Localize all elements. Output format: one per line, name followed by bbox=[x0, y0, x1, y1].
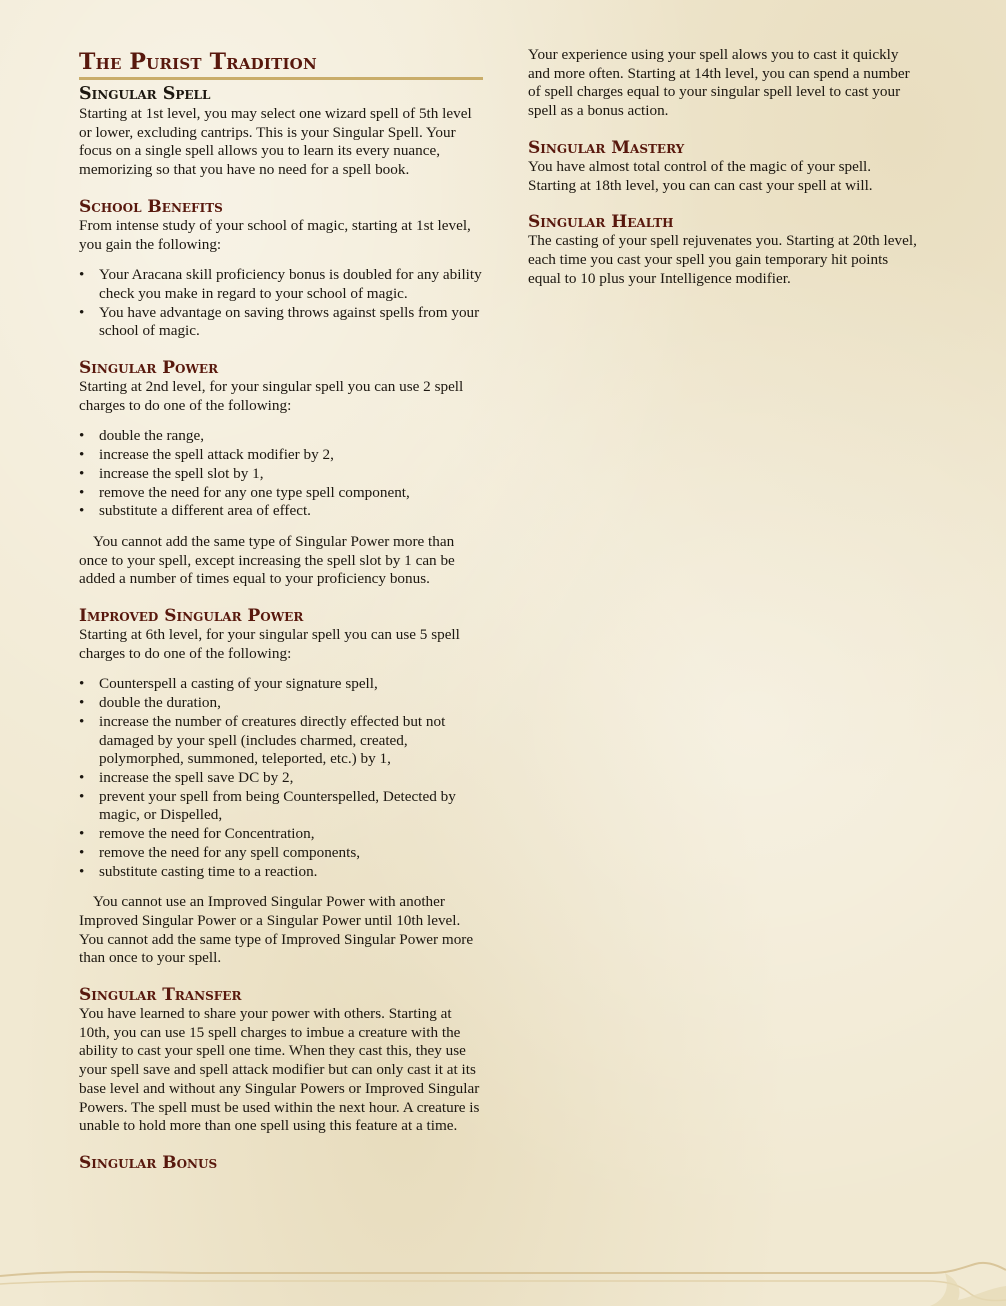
singular-spell-text: Starting at 1st level, you may select one wizard spell of 5th level or lower, excluding cantrips. This is your Singular Spell. Your focus on a single spell allows you to learn its every nuance, memorizing so that you have no need for a spell book. bbox=[79, 105, 472, 179]
singular-transfer-heading: Singular Transfer bbox=[79, 985, 242, 1006]
school-benefits-heading: School Benefits bbox=[79, 196, 223, 217]
singular-health-heading: Singular Health bbox=[528, 212, 674, 233]
footer-line bbox=[0, 1263, 1006, 1276]
list-item: • substitute a different area of effect. bbox=[99, 502, 483, 521]
improved-singular-power-after: You cannot use an Improved Singular Power with another Improved Singular Power or a Singular Power until 10th level. You cannot add the same type of Improved Singular Power more than once to your spell. bbox=[79, 893, 474, 967]
footer-corner-flourish bbox=[930, 1273, 1006, 1306]
list-item: • Counterspell a casting of your signature spell, bbox=[99, 675, 483, 694]
improved-singular-power-list bbox=[79, 675, 483, 881]
list-item: • Your Aracana skill proficiency bonus is doubled for any ability check you make in regard to your school of magic. bbox=[99, 266, 483, 303]
list-item: • remove the need for any one type spell component, bbox=[99, 484, 483, 503]
singular-bonus-text: Your experience using your spell alows you to cast it quickly and more often. Starting at 14th level, you can spend a number of spell charges equal to your singular spell level to cast your spell as a bonus action. bbox=[528, 46, 910, 120]
list-item: • increase the spell attack modifier by 2, bbox=[99, 446, 483, 465]
list-item: • prevent your spell from being Counterspelled, Detected by magic, or Dispelled, bbox=[99, 788, 483, 825]
list-item: • increase the spell save DC by 2, bbox=[99, 769, 483, 788]
singular-power-after: You cannot add the same type of Singular Power more than once to your spell, except increasing the spell slot by 1 can be added a number of times equal to your proficiency bonus. bbox=[79, 532, 455, 588]
list-item: • substitute casting time to a reaction. bbox=[99, 863, 483, 882]
list-item: • double the duration, bbox=[99, 694, 483, 713]
list-item: • double the range, bbox=[99, 427, 483, 446]
page-title: The Purist Tradition bbox=[79, 49, 483, 80]
list-item: • You have advantage on saving throws against spells from your school of magic. bbox=[99, 304, 483, 341]
singular-health-text: The casting of your spell rejuvenates you. Starting at 20th level, each time you cast your spell you gain temporary hit points equal to 10 plus your Intelligence modifier. bbox=[528, 232, 917, 287]
singular-transfer-text: You have learned to share your power with others. Starting at 10th, you can use 15 spell charges to imbue a creature with the ability to cast your spell one time. When they cast this, they use your spell save and spell attack modifier but can only cast it at its base level and without any Singular Powers or Improved Singular Powers. The spell must be used within the next hour. A creature is unable to hold more than one spell using this feature at a time. bbox=[79, 1005, 480, 1135]
list-item: • increase the spell slot by 1, bbox=[99, 465, 483, 484]
left-column bbox=[79, 46, 483, 1173]
school-benefits-list bbox=[79, 266, 483, 341]
improved-singular-power-text: Starting at 6th level, for your singular spell you can use 5 spell charges to do one of the following: bbox=[79, 626, 460, 662]
school-benefits-text: From intense study of your school of magic, starting at 1st level, you gain the following: bbox=[79, 216, 471, 253]
right-column bbox=[528, 46, 922, 288]
improved-singular-power-heading: Improved Singular Power bbox=[79, 606, 304, 627]
singular-power-list bbox=[79, 427, 483, 521]
singular-mastery-heading: Singular Mastery bbox=[528, 137, 685, 158]
list-item: • remove the need for Concentration, bbox=[99, 825, 483, 844]
singular-mastery-text: You have almost total control of the magic of your spell. Starting at 18th level, you can can cast your spell at will. bbox=[528, 157, 873, 194]
footer-ornament bbox=[0, 1240, 1006, 1306]
list-item: • remove the need for any spell components, bbox=[99, 844, 483, 863]
footer-line-lower bbox=[0, 1281, 1006, 1301]
singular-power-text: Starting at 2nd level, for your singular spell you can use 2 spell charges to do one of the following: bbox=[79, 378, 464, 414]
list-item: • increase the number of creatures directly effected but not damaged by your spell (includes charmed, created, polymorphed, summoned, teleported, etc.) by 1, bbox=[99, 713, 483, 769]
singular-power-heading: Singular Power bbox=[79, 358, 219, 379]
singular-spell-heading: Singular Spell bbox=[79, 84, 211, 104]
singular-bonus-heading: Singular Bonus bbox=[79, 1152, 218, 1173]
